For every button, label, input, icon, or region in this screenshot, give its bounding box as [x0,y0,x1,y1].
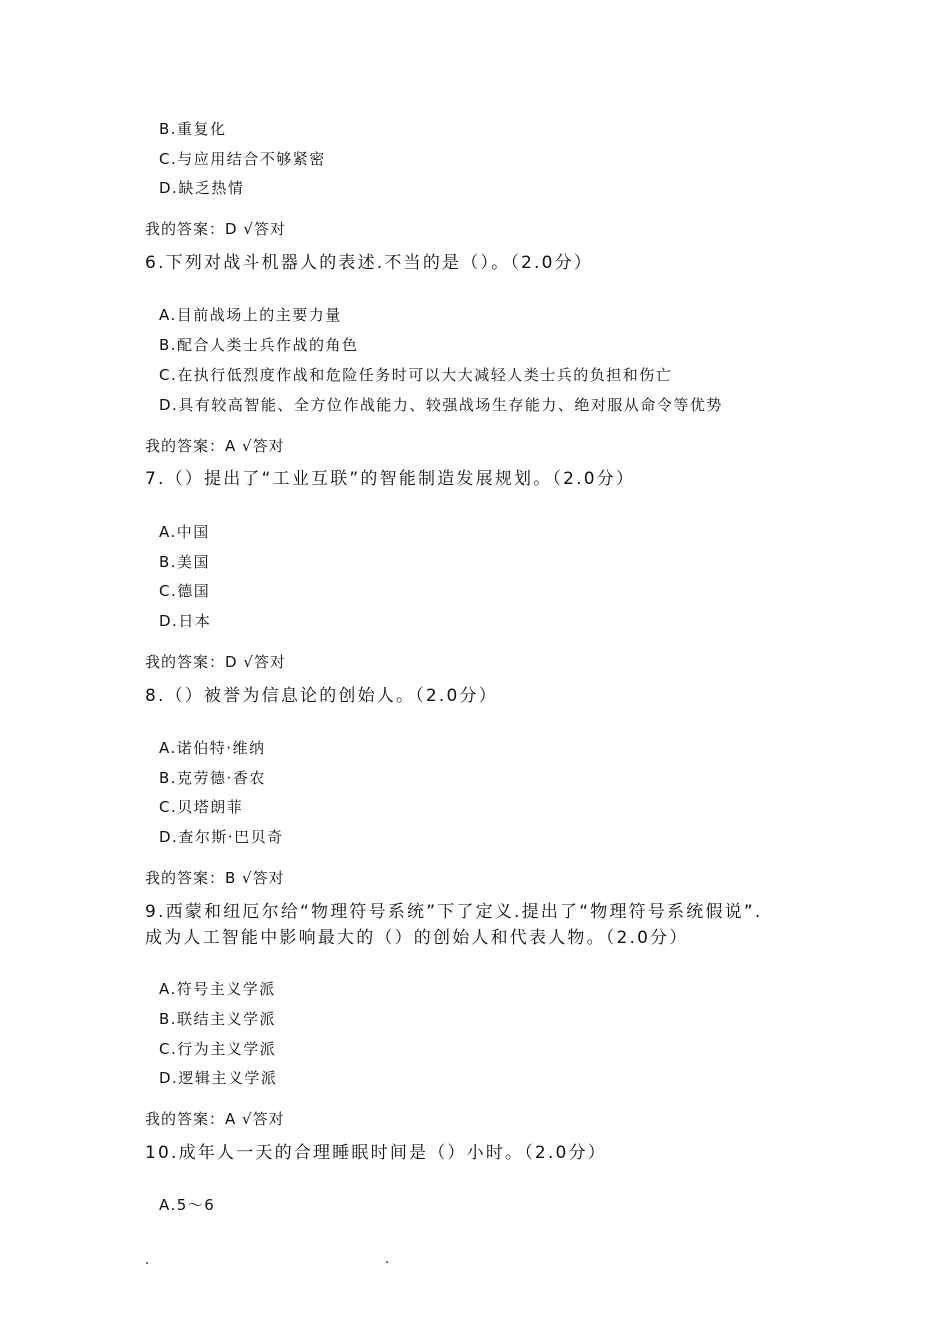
q8-option-b: B.克劳德·香农 [159,769,266,787]
q9-option-b: B.联结主义学派 [159,1010,277,1028]
q8-option-d: D.查尔斯·巴贝奇 [159,828,284,846]
q9-question-line2: 成为人工智能中影响最大的（）的创始人和代表人物。（2.0分） [145,928,689,948]
q7-option-d: D.日本 [159,612,212,630]
q6-option-c: C.在执行低烈度作战和危险任务时可以大大减轻人类士兵的负担和伤亡 [159,366,673,384]
q7-question: 7.（）提出了“工业互联”的智能制造发展规划。（2.0分） [145,469,636,489]
footer-dot-right [386,1261,388,1263]
q9-question-line1: 9.西蒙和纽厄尔给“物理符号系统”下了定义.提出了“物理符号系统假说”. [145,902,763,922]
q8-option-c: C.贝塔朗菲 [159,798,244,816]
q6-option-a: A.目前战场上的主要力量 [159,306,342,324]
q8-option-a: A.诺伯特·维纳 [159,739,266,757]
q6-question: 6.下列对战斗机器人的表述.不当的是（）。（2.0分） [145,253,594,273]
q9-option-d: D.逻辑主义学派 [159,1069,278,1087]
q6-answer: 我的答案：A √答对 [145,437,285,455]
q9-answer: 我的答案：A √答对 [145,1110,285,1128]
q6-option-b: B.配合人类士兵作战的角色 [159,336,359,354]
q6-option-d: D.具有较高智能、全方位作战能力、较强战场生存能力、绝对服从命令等优势 [159,396,723,414]
q5-answer: 我的答案：D √答对 [145,220,286,238]
q5-option-b: B.重复化 [159,120,227,138]
q8-answer: 我的答案：B √答对 [145,869,285,887]
q8-question: 8.（）被誉为信息论的创始人。（2.0分） [145,686,498,706]
q9-option-c: C.行为主义学派 [159,1040,277,1058]
q7-option-b: B.美国 [159,553,211,571]
q10-option-a: A.5～6 [159,1196,216,1214]
footer-dot-left [146,1262,148,1264]
q7-option-c: C.德国 [159,582,211,600]
q5-option-d: D.缺乏热情 [159,179,245,197]
q9-option-a: A.符号主义学派 [159,980,276,998]
q5-option-c: C.与应用结合不够紧密 [159,150,326,168]
q7-answer: 我的答案：D √答对 [145,653,286,671]
q10-question: 10.成年人一天的合理睡眠时间是（）小时。（2.0分） [145,1143,607,1163]
q7-option-a: A.中国 [159,523,210,541]
